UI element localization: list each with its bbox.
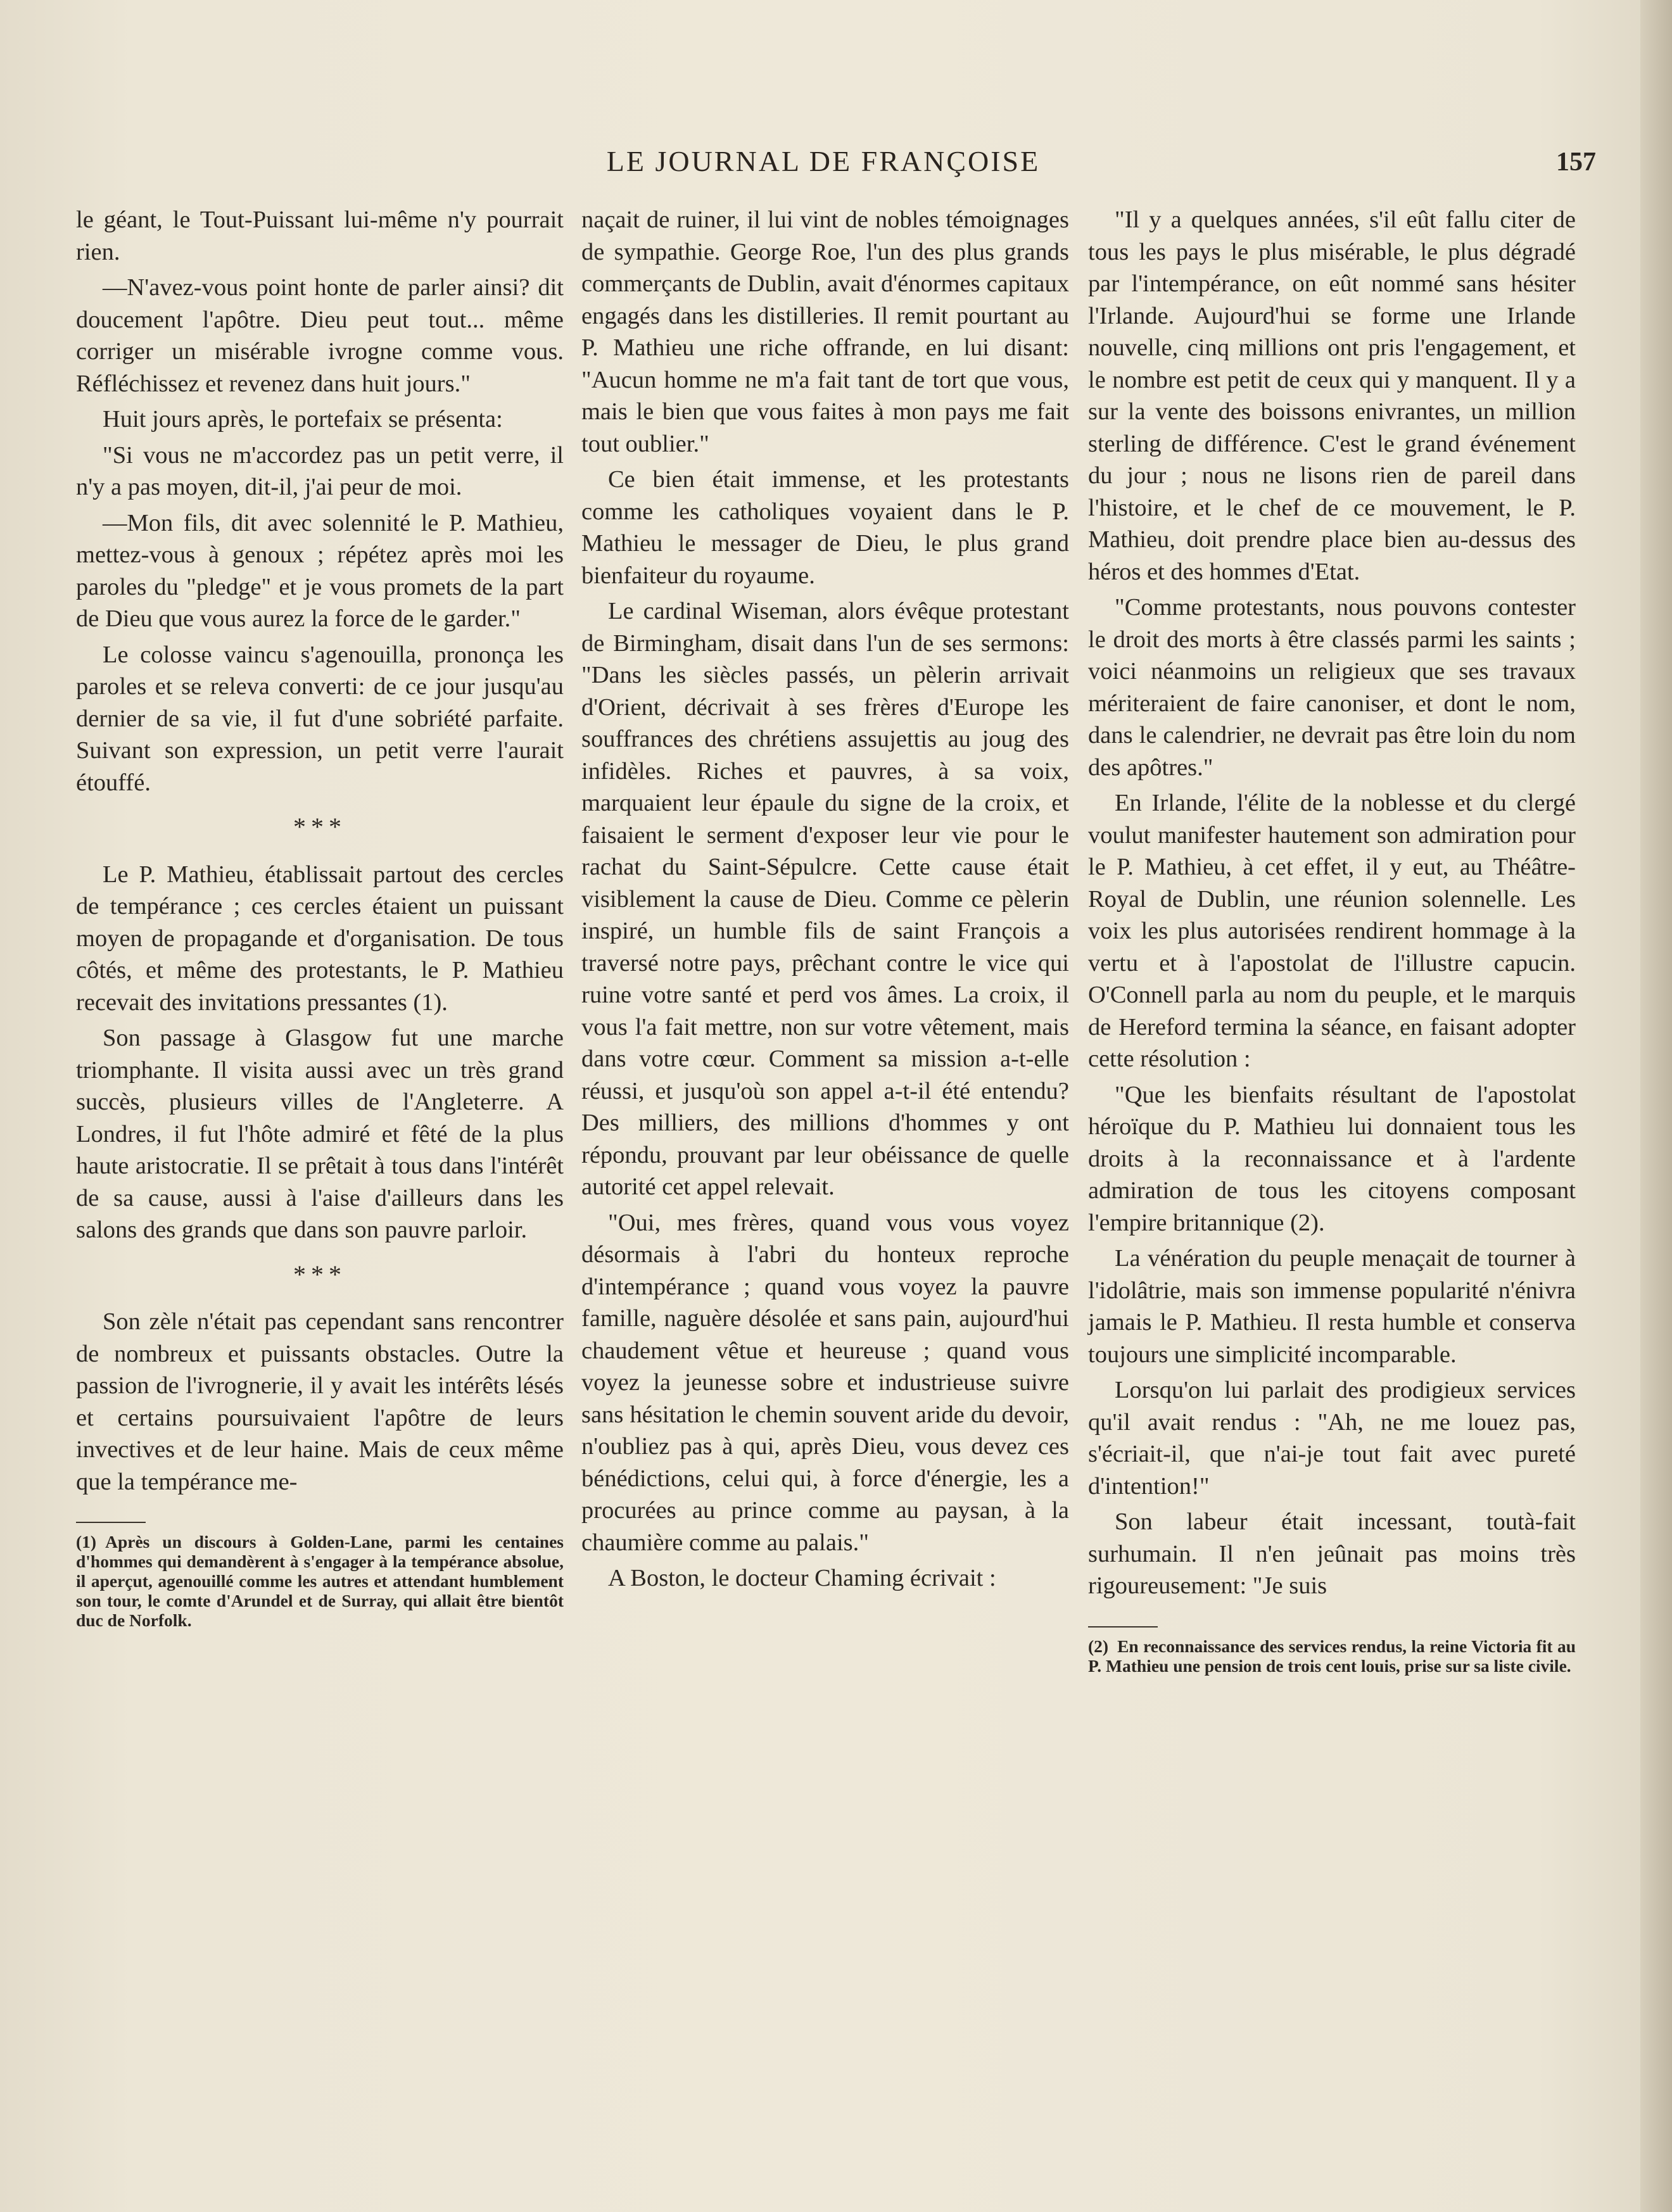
- footnote-2: [1088, 1636, 1576, 1676]
- paragraph: "Oui, mes frères, quand vous vous voyez désormais à l'abri du honteux reproche d'intempérance ; quand vous voyez la pauvre famille, naguère désolée et sans pain, aujourd'hui chaudement vêtue et heureuse ; quand vous voyez la jeunesse sobre et industrieuse suivre sans hésitation le chemin souvent aride du devoir, n'oubliez pas à qui, après Dieu, vous devez ces bénédictions, celui qui, à force d'énergie, les a procurées au prince comme au paysan, à la chaumière comme au palais.": [581, 1209, 1069, 1556]
- paragraph: Son zèle n'était pas cependant sans rencontrer de nombreux et puissants obstacles. Outre la passion de l'ivrognerie, il y avait les intérêts lésés et certains poursuivaient l'apôtre de leurs invectives et de leur haine. Mais de ceux même que la tempérance me-: [76, 1308, 564, 1495]
- page-number: 157: [1556, 148, 1596, 177]
- paragraph: le géant, le Tout-Puissant lui-même n'y pourrait rien.: [76, 206, 564, 265]
- paragraph: "Que les bienfaits résultant de l'apostolat héroïque du P. Mathieu lui donnaient tous les droits à la reconnaissance et à l'ardente admiration de tous les citoyens composant l'empire britannique (2).: [1088, 1081, 1576, 1236]
- section-separator: ***: [293, 1260, 346, 1289]
- paragraph: Le colosse vaincu s'agenouilla, prononça les paroles et se releva converti: de ce jour jusqu'au dernier de sa vie, il fut d'une sobriété parfaite. Suivant son expression, un petit verre l'aurait étouffé.: [76, 641, 564, 796]
- page-header: [0, 141, 1672, 185]
- footnote-text: Après un discours à Golden-Lane, parmi les centaines d'hommes qui demandèrent à s'engager à la tempérance absolue, il aperçut, agenouillé comme les autres et attendant humblement son tour, le comte d'Arundel et de Surray, qui allait être bientôt duc de Norfolk.: [76, 1532, 564, 1630]
- paragraph: "Il y a quelques années, s'il eût fallu citer de tous les pays le plus misérable, le plus dégradé par l'intempérance, on eût nommé sans hésiter l'Irlande. Aujourd'hui se forme une Irlande nouvelle, cinq millions ont pris l'engagement, et le nombre est petit de ceux qui y manquent. Il y a sur la vente des boissons enivrantes, un million sterling de différence. C'est le grand événement du jour ; nous ne lisons rien de pareil dans l'histoire, et le chef de ce mouvement, le P. Mathieu, doit prendre place bien au-dessus des héros et des hommes d'Etat.: [1088, 206, 1576, 585]
- paragraph: A Boston, le docteur Chaming écrivait :: [608, 1565, 996, 1591]
- column-2: [581, 204, 1069, 1598]
- paragraph: Ce bien était immense, et les protestants comme les catholiques voyaient dans le P. Mathieu le messager de Dieu, le plus grand bienfaiteur du royaume.: [581, 466, 1069, 589]
- footnote-rule: [76, 1522, 146, 1523]
- paragraph: Lorsqu'on lui parlait des prodigieux services qu'il avait rendus : "Ah, ne me louez pas, s'écriait-il, que n'ai-je tout fait avec pureté d'intention!": [1088, 1377, 1576, 1500]
- footnote-1: [76, 1532, 564, 1630]
- paragraph: La vénération du peuple menaçait de tourner à l'idolâtrie, mais son immense popularité n'énivra jamais le P. Mathieu. Il resta humble et conserva toujours une simplicité incomparable.: [1088, 1245, 1576, 1368]
- paragraph: —Mon fils, dit avec solennité le P. Mathieu, mettez-vous à genoux ; répétez après moi les paroles du "pledge" et je vous promets de la part de Dieu que vous aurez la force de le garder.": [76, 509, 564, 632]
- paragraph: —N'avez-vous point honte de parler ainsi? dit doucement l'apôtre. Dieu peut tout... même corriger un misérable ivrogne comme vous. Réfléchissez et revenez dans huit jours.": [76, 274, 564, 397]
- paragraph: "Comme protestants, nous pouvons contester le droit des morts à être classés parmi les saints ; voici néanmoins un religieux que ses travaux mériteraient de faire canoniser, et dont le nom, dans le calendrier, ne devrait pas être loin du nom des apôtres.": [1088, 594, 1576, 781]
- column-1: [76, 204, 564, 1630]
- running-title: LE JOURNAL DE FRANÇOISE: [606, 145, 1041, 177]
- column-3: [1088, 204, 1576, 1676]
- paragraph: Son passage à Glasgow fut une marche triomphante. Il visita aussi avec un très grand succès, plusieurs villes de l'Angleterre. A Londres, il fut l'hôte admiré et fêté de la plus haute aristocratie. Il se prêtait à tous dans l'intérêt de sa cause, aussi à l'aise d'ailleurs dans les salons des grands que dans son pauvre parloir.: [76, 1025, 564, 1243]
- paragraph: Huit jours après, le portefaix se présenta:: [103, 406, 503, 433]
- paragraph: Le cardinal Wiseman, alors évêque protestant de Birmingham, disait dans l'un de ses sermons: "Dans les siècles passés, un pèlerin arrivait d'Orient, décrivait à ses frères d'Europe les souffrances des chrétiens assujettis au joug des infidèles. Riches et pauvres, à sa voix, marquaient leur épaule du signe de la croix, et faisaient le serment d'exposer leur vie pour le rachat du Saint-Sépulcre. Cette cause était visiblement la cause de Dieu. Comme ce pèlerin inspiré, un humble fils de saint François a traversé notre pays, prêchant contre le vice qui ruine votre santé et perd vos âmes. La croix, il vous l'a fait mettre, non sur votre vêtement, mais dans votre cœur. Comment sa mission a-t-elle réussi, et jusqu'où son appel a-t-il été entendu? Des milliers, des millions d'hommes y ont répondu, prouvant par leur obéissance de quelle autorité cet appel relevait.: [581, 598, 1069, 1200]
- paragraph: naçait de ruiner, il lui vint de nobles témoignages de sympathie. George Roe, l'un des plus grands commerçants de Dublin, avait d'énormes capitaux engagés dans les distilleries. Il remit pourtant au P. Mathieu une riche offrande, en lui disant: "Aucun homme ne m'a fait tant de tort que vous, mais le bien que vous faites à mon pays me fait tout oublier.": [581, 206, 1069, 457]
- section-separator: ***: [293, 812, 346, 841]
- paragraph: Le P. Mathieu, établissait partout des cercles de tempérance ; ces cercles étaient un puissant moyen de propagande et d'organisation. De tous côtés, et même des protestants, le P. Mathieu recevait des invitations pressantes (1).: [76, 861, 564, 1016]
- paragraph: "Si vous ne m'accordez pas un petit verre, il n'y a pas moyen, dit-il, j'ai peur de moi.: [76, 441, 564, 500]
- footnote-text: En reconnaissance des services rendus, la reine Victoria fit au P. Mathieu une pension de trois cent louis, prise sur sa liste civile.: [1088, 1636, 1576, 1676]
- paragraph: En Irlande, l'élite de la noblesse et du clergé voulut manifester hautement son admiration pour le P. Mathieu, à cet effet, il y eut, au Théâtre-Royal de Dublin, une réunion solennelle. Les voix les plus autorisées rendirent hommage à la vertu et à l'apostolat de l'illustre capucin. O'Connell parla au nom du peuple, et le marquis de Hereford termina la séance, en faisant adopter cette résolution :: [1088, 790, 1576, 1072]
- footnote-rule: [1088, 1626, 1158, 1627]
- book-spine-shadow: [1640, 0, 1672, 2212]
- footnote-marker: (1): [76, 1532, 97, 1552]
- footnote-marker: (2): [1088, 1636, 1109, 1656]
- paragraph: Son labeur était incessant, toutà-fait surhumain. Il n'en jeûnait pas moins très rigoureusement: "Je suis: [1088, 1508, 1576, 1599]
